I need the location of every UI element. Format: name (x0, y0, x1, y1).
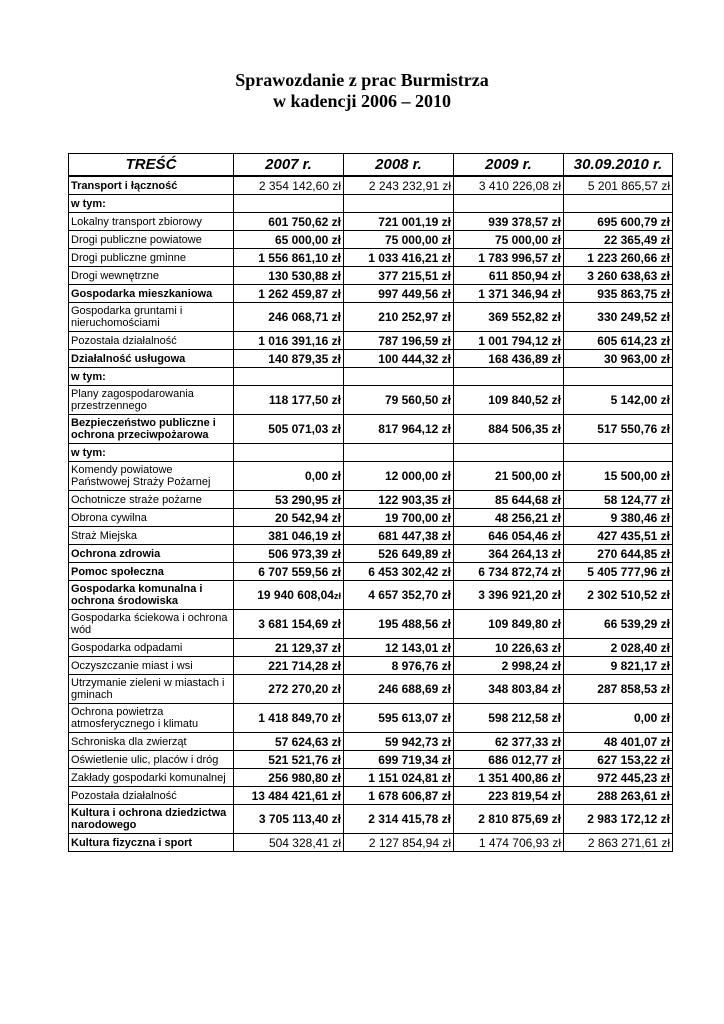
value-2009: 884 506,35 zł (454, 415, 564, 444)
table-row (69, 332, 673, 350)
table-row (69, 303, 673, 332)
row-label: Komendy powiatowe Państwowej Straży Pożarnej (69, 462, 234, 491)
value-2010: 605 614,23 zł (564, 332, 673, 350)
table-row (69, 462, 673, 491)
value-2007: 0,00 zł (234, 462, 344, 491)
value-2009: 611 850,94 zł (454, 267, 564, 285)
value-2008: 1 678 606,87 zł (344, 787, 454, 805)
value-2009: 1 474 706,93 zł (454, 834, 564, 852)
table-row (69, 769, 673, 787)
table-row (69, 444, 673, 462)
value-2007: 1 418 849,70 zł (234, 704, 344, 733)
value-2009: 1 351 400,86 zł (454, 769, 564, 787)
value-2008: 2 127 854,94 zł (344, 834, 454, 852)
value-2008: 4 657 352,70 zł (344, 581, 454, 610)
value-2010 (564, 195, 673, 213)
value-2007-amount: 19 940 608,04 (257, 588, 334, 602)
value-2008: 787 196,59 zł (344, 332, 454, 350)
value-2009: 1 371 346,94 zł (454, 285, 564, 303)
value-2009: 109 840,52 zł (454, 386, 564, 415)
value-2010: 0,00 zł (564, 704, 673, 733)
value-2010 (564, 444, 673, 462)
value-2010: 9 821,17 zł (564, 657, 673, 675)
row-label: w tym: (69, 444, 234, 462)
value-2007 (234, 195, 344, 213)
value-2009: 109 849,80 zł (454, 610, 564, 639)
value-2008 (344, 195, 454, 213)
value-2010: 22 365,49 zł (564, 231, 673, 249)
table-row (69, 805, 673, 834)
value-2007: 53 290,95 zł (234, 491, 344, 509)
value-2010: 935 863,75 zł (564, 285, 673, 303)
value-2009: 48 256,21 zł (454, 509, 564, 527)
value-2009: 6 734 872,74 zł (454, 563, 564, 581)
value-2010: 427 435,51 zł (564, 527, 673, 545)
value-2009: 75 000,00 zł (454, 231, 564, 249)
value-2009: 223 819,54 zł (454, 787, 564, 805)
value-2010: 5 142,00 zł (564, 386, 673, 415)
row-label: Drogi publiczne gminne (69, 249, 234, 267)
row-label: Bezpieczeństwo publiczne i ochrona przeciwpożarowa (69, 415, 234, 444)
value-2008: 1 033 416,21 zł (344, 249, 454, 267)
value-2010: 288 263,61 zł (564, 787, 673, 805)
value-2009: 939 378,57 zł (454, 213, 564, 231)
value-2007: 256 980,80 zł (234, 769, 344, 787)
value-2010: 627 153,22 zł (564, 751, 673, 769)
value-2008: 12 143,01 zł (344, 639, 454, 657)
value-2007: 272 270,20 zł (234, 675, 344, 704)
table-row (69, 267, 673, 285)
value-2007: 521 521,76 zł (234, 751, 344, 769)
header-2008: 2008 r. (344, 154, 454, 177)
value-2009: 85 644,68 zł (454, 491, 564, 509)
value-2010: 695 600,79 zł (564, 213, 673, 231)
row-label: Kultura i ochrona dziedzictwa narodowego (69, 805, 234, 834)
table-row (69, 639, 673, 657)
row-label: Oświetlenie ulic, placów i dróg (69, 751, 234, 769)
value-2010: 3 260 638,63 zł (564, 267, 673, 285)
value-2008: 59 942,73 zł (344, 733, 454, 751)
value-2010: 15 500,00 zł (564, 462, 673, 491)
row-label: Oczyszczanie miast i wsi (69, 657, 234, 675)
value-2008: 377 215,51 zł (344, 267, 454, 285)
table-row (69, 213, 673, 231)
row-label: Ochrona powietrza atmosferycznego i klimatu (69, 704, 234, 733)
value-2010: 5 405 777,96 zł (564, 563, 673, 581)
value-2007 (234, 368, 344, 386)
table-row (69, 751, 673, 769)
value-2009 (454, 195, 564, 213)
value-2010: 2 302 510,52 zł (564, 581, 673, 610)
row-label: Plany zagospodarowania przestrzennego (69, 386, 234, 415)
value-2007: 130 530,88 zł (234, 267, 344, 285)
value-2010: 1 223 260,66 zł (564, 249, 673, 267)
value-2010: 58 124,77 zł (564, 491, 673, 509)
table-row (69, 563, 673, 581)
value-2007-unit: zł (333, 591, 341, 601)
value-2008: 79 560,50 zł (344, 386, 454, 415)
row-label: Drogi publiczne powiatowe (69, 231, 234, 249)
row-label: Pozostała działalność (69, 787, 234, 805)
row-label: Ochotnicze straże pożarne (69, 491, 234, 509)
table-row (69, 386, 673, 415)
value-2010: 5 201 865,57 zł (564, 176, 673, 195)
table-row (69, 285, 673, 303)
value-2010: 9 380,46 zł (564, 509, 673, 527)
value-2008 (344, 368, 454, 386)
value-2008 (344, 444, 454, 462)
value-2007: 20 542,94 zł (234, 509, 344, 527)
value-2007: 118 177,50 zł (234, 386, 344, 415)
row-label: Ochrona zdrowia (69, 545, 234, 563)
table-row (69, 527, 673, 545)
row-label: Gospodarka mieszkaniowa (69, 285, 234, 303)
value-2007: 13 484 421,61 zł (234, 787, 344, 805)
value-2007: 3 681 154,69 zł (234, 610, 344, 639)
row-label: Gospodarka komunalna i ochrona środowiska (69, 581, 234, 610)
row-label: Utrzymanie zieleni w miastach i gminach (69, 675, 234, 704)
value-2009: 348 803,84 zł (454, 675, 564, 704)
value-2007: 221 714,28 zł (234, 657, 344, 675)
value-2009: 364 264,13 zł (454, 545, 564, 563)
row-label: Obrona cywilna (69, 509, 234, 527)
value-2010: 2 028,40 zł (564, 639, 673, 657)
table-row (69, 176, 673, 195)
value-2010: 270 644,85 zł (564, 545, 673, 563)
table-row (69, 415, 673, 444)
header-2010: 30.09.2010 r. (564, 154, 673, 177)
table-row (69, 610, 673, 639)
value-2008: 210 252,97 zł (344, 303, 454, 332)
row-label: w tym: (69, 368, 234, 386)
value-2009: 168 436,89 zł (454, 350, 564, 368)
table-row (69, 657, 673, 675)
table-row (69, 545, 673, 563)
table-row (69, 195, 673, 213)
value-2010: 66 539,29 zł (564, 610, 673, 639)
row-label: Straż Miejska (69, 527, 234, 545)
value-2009: 62 377,33 zł (454, 733, 564, 751)
value-2008: 6 453 302,42 zł (344, 563, 454, 581)
value-2008: 100 444,32 zł (344, 350, 454, 368)
row-label: Pomoc społeczna (69, 563, 234, 581)
value-2007: 504 328,41 zł (234, 834, 344, 852)
value-2010: 972 445,23 zł (564, 769, 673, 787)
value-2008: 75 000,00 zł (344, 231, 454, 249)
header-2009: 2009 r. (454, 154, 564, 177)
table-row (69, 675, 673, 704)
value-2009: 3 396 921,20 zł (454, 581, 564, 610)
value-2008: 8 976,76 zł (344, 657, 454, 675)
value-2009 (454, 368, 564, 386)
value-2009: 1 001 794,12 zł (454, 332, 564, 350)
value-2010: 2 983 172,12 zł (564, 805, 673, 834)
value-2009: 3 410 226,08 zł (454, 176, 564, 195)
value-2008: 122 903,35 zł (344, 491, 454, 509)
table-row (69, 368, 673, 386)
value-2010: 48 401,07 zł (564, 733, 673, 751)
value-2007: 1 016 391,16 zł (234, 332, 344, 350)
value-2008: 817 964,12 zł (344, 415, 454, 444)
value-2007: 381 046,19 zł (234, 527, 344, 545)
row-label: Pozostała działalność (69, 332, 234, 350)
row-label: Schroniska dla zwierząt (69, 733, 234, 751)
value-2007: 3 705 113,40 zł (234, 805, 344, 834)
row-label: Drogi wewnętrzne (69, 267, 234, 285)
row-label: Kultura fizyczna i sport (69, 834, 234, 852)
row-label: Gospodarka ściekowa i ochrona wód (69, 610, 234, 639)
value-2010: 30 963,00 zł (564, 350, 673, 368)
table-header-row (69, 154, 673, 177)
value-2007: 140 879,35 zł (234, 350, 344, 368)
value-2007: 6 707 559,56 zł (234, 563, 344, 581)
value-2009: 2 998,24 zł (454, 657, 564, 675)
value-2009: 598 212,58 zł (454, 704, 564, 733)
value-2009: 21 500,00 zł (454, 462, 564, 491)
row-label: Lokalny transport zbiorowy (69, 213, 234, 231)
value-2007 (234, 581, 344, 610)
value-2007: 246 068,71 zł (234, 303, 344, 332)
row-label: w tym: (69, 195, 234, 213)
table-row (69, 733, 673, 751)
value-2010: 330 249,52 zł (564, 303, 673, 332)
value-2008: 681 447,38 zł (344, 527, 454, 545)
title-line-2: w kadencji 2006 – 2010 (272, 91, 451, 111)
value-2008: 997 449,56 zł (344, 285, 454, 303)
title-line-1: Sprawozdanie z prac Burmistrza (235, 70, 489, 90)
value-2009: 686 012,77 zł (454, 751, 564, 769)
value-2008: 19 700,00 zł (344, 509, 454, 527)
row-label: Gospodarka gruntami i nieruchomościami (69, 303, 234, 332)
value-2007 (234, 444, 344, 462)
table-row (69, 787, 673, 805)
value-2007: 505 071,03 zł (234, 415, 344, 444)
value-2009: 1 783 996,57 zł (454, 249, 564, 267)
value-2008: 699 719,34 zł (344, 751, 454, 769)
table-row (69, 249, 673, 267)
value-2009 (454, 444, 564, 462)
header-tresc: TREŚĆ (69, 154, 234, 177)
header-2007: 2007 r. (234, 154, 344, 177)
budget-table (68, 153, 673, 852)
value-2007: 2 354 142,60 zł (234, 176, 344, 195)
table-row (69, 581, 673, 610)
row-label: Zakłady gospodarki komunalnej (69, 769, 234, 787)
document-title (0, 70, 724, 112)
table-row (69, 491, 673, 509)
value-2009: 2 810 875,69 zł (454, 805, 564, 834)
row-label: Działalność usługowa (69, 350, 234, 368)
value-2007: 21 129,37 zł (234, 639, 344, 657)
value-2010: 2 863 271,61 zł (564, 834, 673, 852)
table-row (69, 704, 673, 733)
value-2007: 1 556 861,10 zł (234, 249, 344, 267)
value-2007: 601 750,62 zł (234, 213, 344, 231)
value-2008: 195 488,56 zł (344, 610, 454, 639)
value-2007: 65 000,00 zł (234, 231, 344, 249)
table-row (69, 350, 673, 368)
value-2008: 246 688,69 zł (344, 675, 454, 704)
value-2008: 526 649,89 zł (344, 545, 454, 563)
value-2007: 1 262 459,87 zł (234, 285, 344, 303)
value-2007: 57 624,63 zł (234, 733, 344, 751)
row-label: Gospodarka odpadami (69, 639, 234, 657)
table-row (69, 231, 673, 249)
row-label: Transport i łączność (69, 176, 234, 195)
value-2007: 506 973,39 zł (234, 545, 344, 563)
value-2009: 646 054,46 zł (454, 527, 564, 545)
table-row (69, 509, 673, 527)
value-2008: 2 243 232,91 zł (344, 176, 454, 195)
value-2009: 369 552,82 zł (454, 303, 564, 332)
value-2008: 2 314 415,78 zł (344, 805, 454, 834)
value-2008: 1 151 024,81 zł (344, 769, 454, 787)
value-2010: 517 550,76 zł (564, 415, 673, 444)
value-2008: 721 001,19 zł (344, 213, 454, 231)
value-2010 (564, 368, 673, 386)
value-2008: 595 613,07 zł (344, 704, 454, 733)
table-row (69, 834, 673, 852)
value-2008: 12 000,00 zł (344, 462, 454, 491)
value-2009: 10 226,63 zł (454, 639, 564, 657)
value-2010: 287 858,53 zł (564, 675, 673, 704)
